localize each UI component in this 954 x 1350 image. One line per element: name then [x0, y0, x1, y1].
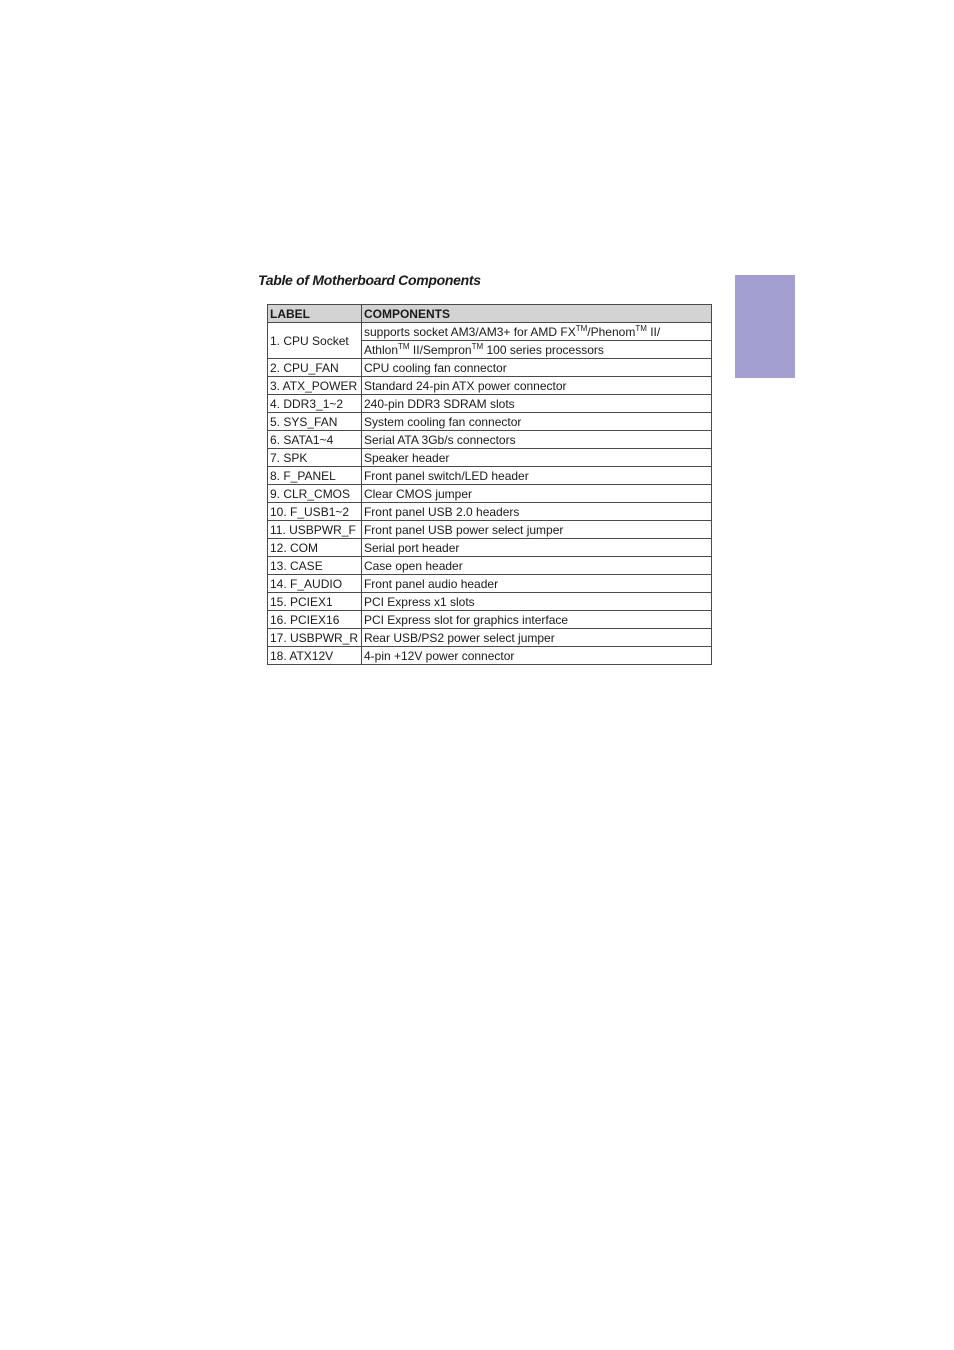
- row-component: Rear USB/PS2 power select jumper: [361, 629, 711, 647]
- table-row: [268, 431, 712, 449]
- row-component: Front panel USB 2.0 headers: [361, 503, 711, 521]
- table-row: [268, 521, 712, 539]
- cpu-socket-component-line1: supports socket AM3/AM3+ for AMD FX™/Phenom™ II/: [361, 323, 711, 341]
- row-label: 14. F_AUDIO: [268, 575, 362, 593]
- row-label: 13. CASE: [268, 557, 362, 575]
- row-label: 3. ATX_POWER: [268, 377, 362, 395]
- table-row: [268, 647, 712, 665]
- label-column-header: LABEL: [268, 305, 362, 323]
- row-component: Speaker header: [361, 449, 711, 467]
- row-component: System cooling fan connector: [361, 413, 711, 431]
- row-label: 18. ATX12V: [268, 647, 362, 665]
- row-label: 5. SYS_FAN: [268, 413, 362, 431]
- table-row: [268, 449, 712, 467]
- row-component: Front panel audio header: [361, 575, 711, 593]
- row-component: Serial ATA 3Gb/s connectors: [361, 431, 711, 449]
- row-component: Front panel switch/LED header: [361, 467, 711, 485]
- row-label: 11. USBPWR_F: [268, 521, 362, 539]
- table-row: [268, 629, 712, 647]
- table-row: [268, 575, 712, 593]
- row-label: 10. F_USB1~2: [268, 503, 362, 521]
- table-row: [268, 485, 712, 503]
- table-row: [268, 359, 712, 377]
- table-row: [268, 467, 712, 485]
- row-label: 15. PCIEX1: [268, 593, 362, 611]
- table-row: [268, 413, 712, 431]
- row-label: 17. USBPWR_R: [268, 629, 362, 647]
- table-row: [268, 539, 712, 557]
- row-label: 9. CLR_CMOS: [268, 485, 362, 503]
- row-label: 4. DDR3_1~2: [268, 395, 362, 413]
- table-row: [268, 377, 712, 395]
- cpu-socket-label: 1. CPU Socket: [268, 323, 362, 359]
- row-component: 240-pin DDR3 SDRAM slots: [361, 395, 711, 413]
- row-label: 12. COM: [268, 539, 362, 557]
- table-row: [268, 503, 712, 521]
- row-component: Clear CMOS jumper: [361, 485, 711, 503]
- row-component: Case open header: [361, 557, 711, 575]
- section-title: Table of Motherboard Components: [258, 272, 481, 288]
- table-row: [268, 593, 712, 611]
- row-label: 7. SPK: [268, 449, 362, 467]
- row-label: 16. PCIEX16: [268, 611, 362, 629]
- row-component: Standard 24-pin ATX power connector: [361, 377, 711, 395]
- table-row: [268, 557, 712, 575]
- components-table: [267, 304, 712, 665]
- row-component: CPU cooling fan connector: [361, 359, 711, 377]
- chapter-side-tab: [735, 275, 795, 378]
- table-row-cpu-socket: [268, 323, 712, 341]
- row-label: 8. F_PANEL: [268, 467, 362, 485]
- row-component: Serial port header: [361, 539, 711, 557]
- row-component: Front panel USB power select jumper: [361, 521, 711, 539]
- row-component: PCI Express slot for graphics interface: [361, 611, 711, 629]
- table-header-row: [268, 305, 712, 323]
- components-column-header: COMPONENTS: [361, 305, 711, 323]
- row-label: 2. CPU_FAN: [268, 359, 362, 377]
- table-row: [268, 395, 712, 413]
- row-label: 6. SATA1~4: [268, 431, 362, 449]
- row-component: PCI Express x1 slots: [361, 593, 711, 611]
- table-row: [268, 611, 712, 629]
- cpu-socket-component-line2: Athlon™ II/Sempron™ 100 series processors: [361, 341, 711, 359]
- row-component: 4-pin +12V power connector: [361, 647, 711, 665]
